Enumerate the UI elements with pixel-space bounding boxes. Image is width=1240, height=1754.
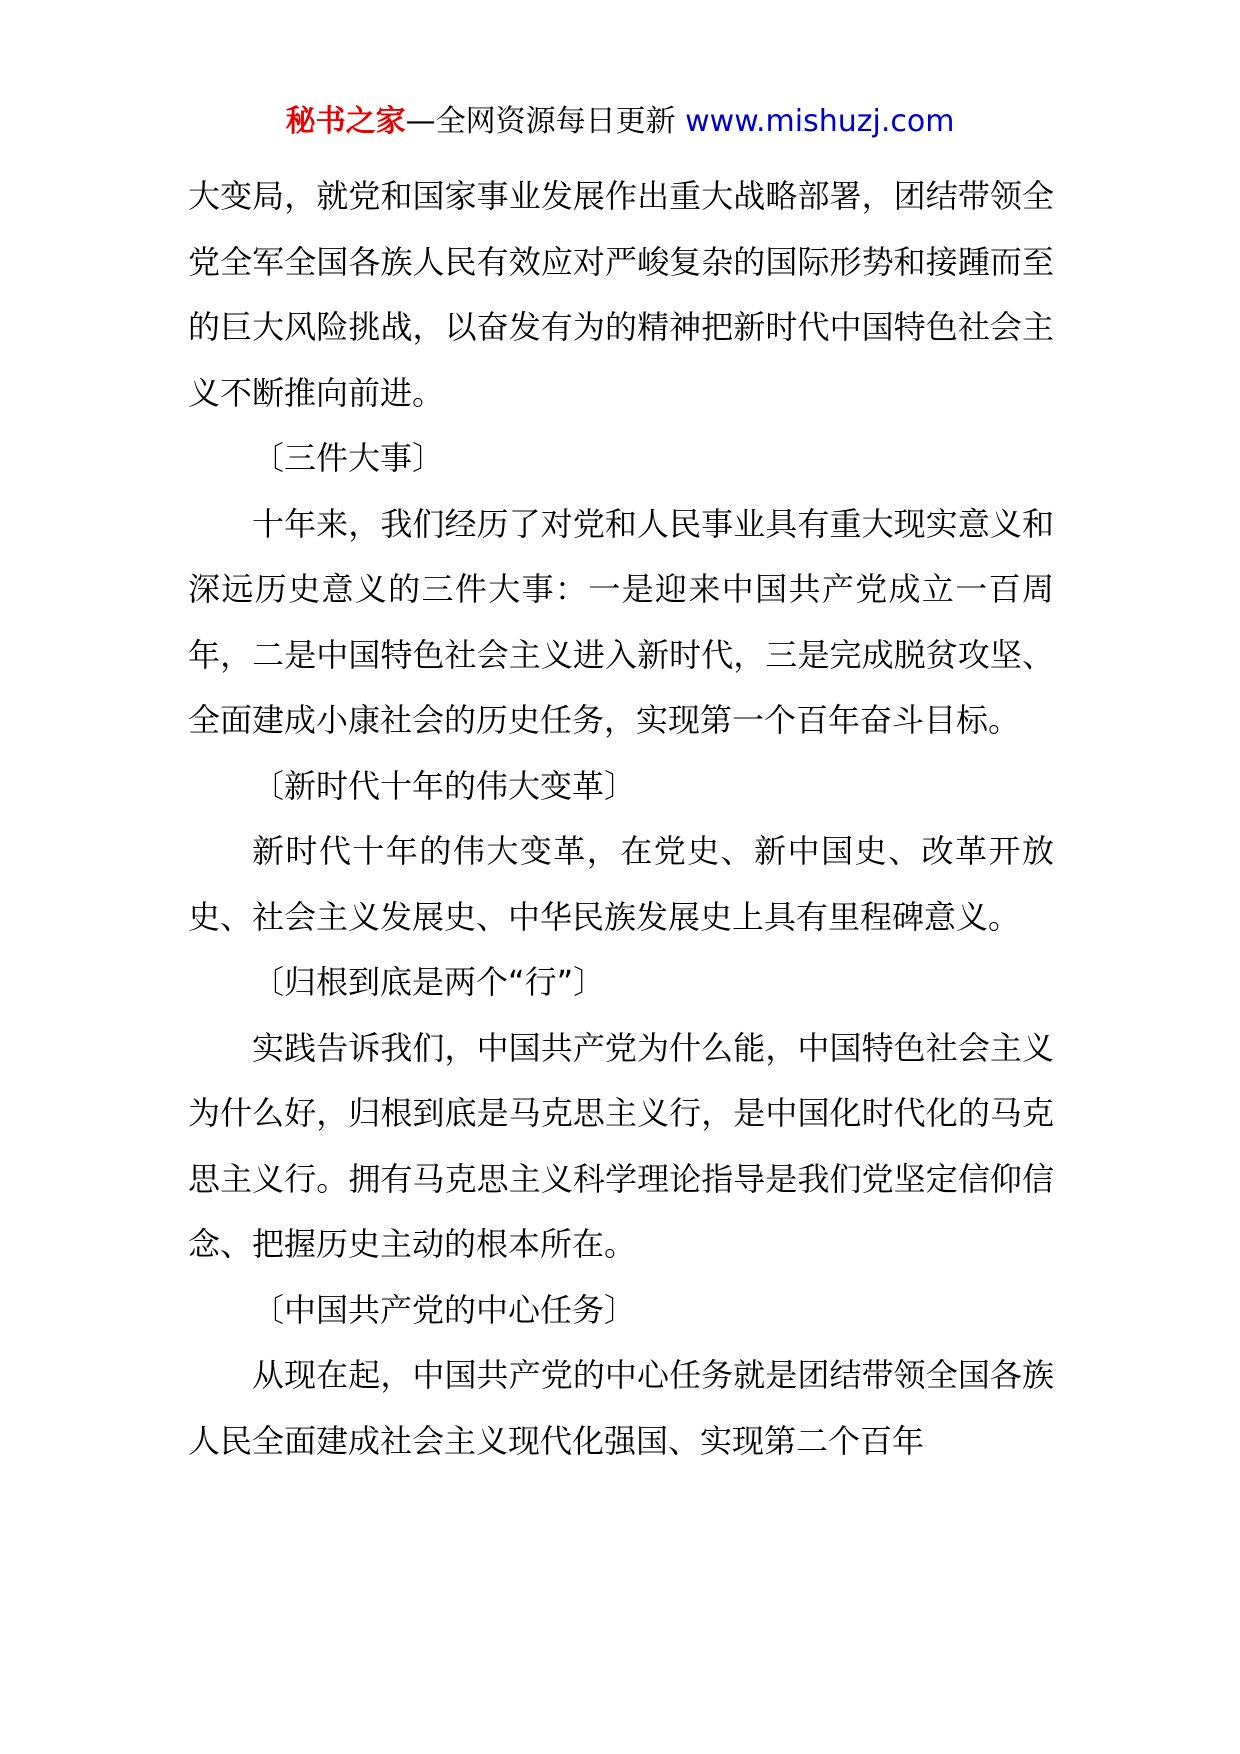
- paragraph-two-works: 实践告诉我们，中国共产党为什么能，中国特色社会主义为什么好，归根到底是马克思主义行，是中国化时代化的马克思主义行。拥有马克思主义科学理论指导是我们党坚定信仰信念、把握历史主动的根本所在。: [188, 1028, 1054, 1263]
- paragraph-great-change: 新时代十年的伟大变革，在党史、新中国史、改革开放史、社会主义发展史、中华民族发展史上具有里程碑意义。: [188, 832, 1054, 936]
- section-heading-three-events: 〔三件大事〕: [252, 439, 445, 477]
- section-heading-central-task: 〔中国共产党的中心任务〕: [252, 1290, 637, 1329]
- header-tagline: —全网资源每日更新: [405, 104, 686, 139]
- document-body: [188, 164, 1054, 1474]
- paragraph-central-task: 从现在起，中国共产党的中心任务就是团结带领全国各族人民全面建成社会主义现代化强国、实现第二个百年: [188, 1356, 1054, 1460]
- site-header: [0, 100, 1240, 144]
- site-url-link[interactable]: www.mishuzj.com: [685, 104, 955, 139]
- section-heading-two-works: 〔归根到底是两个“行”〕: [252, 963, 606, 1001]
- brand-name: 秘书之家: [285, 104, 406, 139]
- paragraph-continued: 大变局，就党和国家事业发展作出重大战略部署，团结带领全党全军全国各族人民有效应对严峻复杂的国际形势和接踵而至的巨大风险挑战，以奋发有为的精神把新时代中国特色社会主义不断推向前进。: [188, 177, 1054, 412]
- paragraph-three-events: 十年来，我们经历了对党和人民事业具有重大现实意义和深远历史意义的三件大事：一是迎来中国共产党成立一百周年，二是中国特色社会主义进入新时代，三是完成脱贫攻坚、全面建成小康社会的历史任务，实现第一个百年奋斗目标。: [188, 504, 1054, 739]
- section-heading-great-change: 〔新时代十年的伟大变革〕: [252, 766, 637, 805]
